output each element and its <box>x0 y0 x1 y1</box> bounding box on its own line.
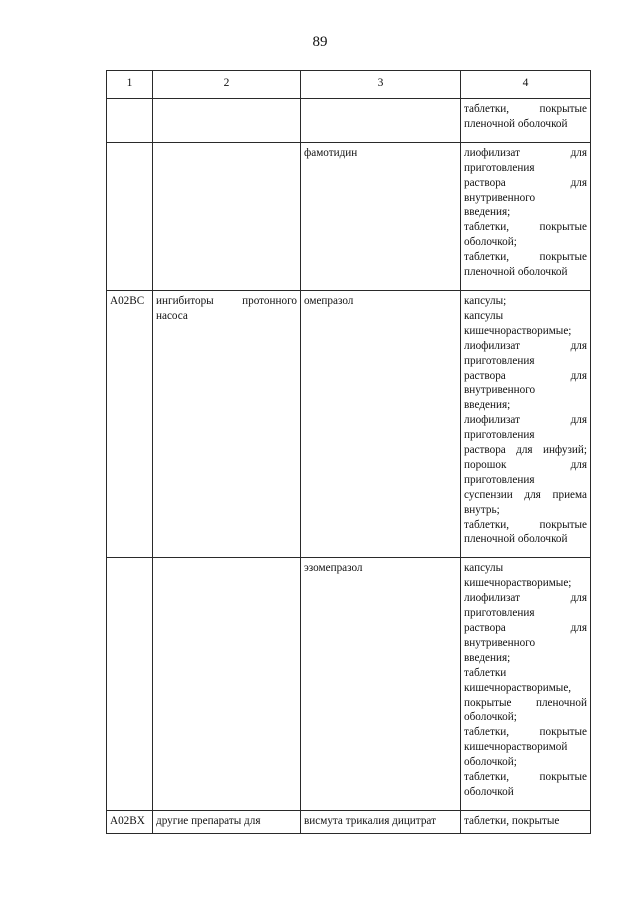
dosage-form-line: порошок для <box>464 458 587 471</box>
dosage-form-line: пленочной оболочкой <box>464 266 568 279</box>
header-row <box>107 71 591 99</box>
dosage-form-line: кишечнорастворимые, <box>464 681 572 694</box>
pharmacological-group-cell <box>153 558 301 811</box>
dosage-form-line: приготовления <box>464 473 535 486</box>
dosage-form-line: раствора для <box>464 369 587 382</box>
dosage-form-line: внутривенного <box>464 384 536 397</box>
dosage-form-line: суспензии для приема <box>464 488 587 501</box>
table-row <box>107 142 591 290</box>
header-col-2: 2 <box>153 71 301 99</box>
table-row <box>107 810 591 833</box>
dosage-form-line: таблетки, покрытые <box>464 814 560 827</box>
atc-code-cell: A02BX <box>107 810 153 833</box>
atc-code-cell <box>107 142 153 290</box>
dosage-form-line: таблетки, покрытые <box>464 251 587 264</box>
pharmacological-group-cell <box>153 99 301 143</box>
dosage-forms-cell <box>461 142 591 290</box>
drug-name-cell: эзомепразол <box>301 558 461 811</box>
header-col-1: 1 <box>107 71 153 99</box>
dosage-forms-cell <box>461 558 591 811</box>
dosage-form-line: раствора для <box>464 176 587 189</box>
dosage-form-line: введения; <box>464 206 511 219</box>
dosage-forms-cell <box>461 810 591 833</box>
dosage-form-line: таблетки, покрытые <box>464 726 587 739</box>
dosage-form-line: капсулы <box>464 562 504 575</box>
dosage-form-line: таблетки, покрытые <box>464 103 587 115</box>
dosage-form-line: оболочкой; <box>464 711 517 724</box>
pharmacological-group-cell <box>153 142 301 290</box>
table-row <box>107 290 591 557</box>
dosage-form-line: оболочкой; <box>464 756 517 769</box>
drug-name-cell: висмута трикалия дицитрат <box>301 810 461 833</box>
dosage-form-line: приготовления <box>464 161 535 174</box>
dosage-form-line: приготовления <box>464 354 535 367</box>
dosage-form-line: таблетки, покрытые <box>464 221 587 234</box>
dosage-form-line: приготовления <box>464 607 535 620</box>
atc-code-cell: A02BC <box>107 290 153 557</box>
drug-table <box>106 70 591 834</box>
dosage-forms-cell <box>461 99 591 143</box>
group-text-line: другие препараты для <box>156 814 261 827</box>
dosage-form-line: лиофилизат для <box>464 414 587 427</box>
dosage-form-line: кишечнорастворимые; <box>464 324 572 337</box>
dosage-form-line: лиофилизат для <box>464 592 587 605</box>
dosage-form-line: пленочной оболочкой <box>464 117 568 130</box>
drug-name-cell: омепразол <box>301 290 461 557</box>
dosage-form-line: введения; <box>464 651 511 664</box>
atc-code-cell <box>107 558 153 811</box>
atc-code-cell <box>107 99 153 143</box>
drug-name-cell: фамотидин <box>301 142 461 290</box>
dosage-form-line: капсулы; <box>464 294 507 307</box>
header-col-4: 4 <box>461 71 591 99</box>
dosage-form-line: пленочной оболочкой <box>464 533 568 546</box>
pharmacological-group-cell <box>153 290 301 557</box>
dosage-form-line: капсулы <box>464 309 504 322</box>
dosage-form-line: внутривенного <box>464 636 536 649</box>
dosage-form-line: кишечнорастворимой <box>464 741 568 754</box>
dosage-form-line: таблетки <box>464 666 507 679</box>
dosage-form-line: таблетки, покрытые <box>464 771 587 784</box>
dosage-form-line: введения; <box>464 399 511 412</box>
dosage-forms-cell <box>461 290 591 557</box>
dosage-form-line: покрытые пленочной <box>464 696 587 709</box>
dosage-form-line: внутривенного <box>464 191 536 204</box>
table-row <box>107 558 591 811</box>
dosage-form-line: оболочкой; <box>464 236 517 249</box>
dosage-form-line: таблетки, покрытые <box>464 518 587 531</box>
dosage-form-line: кишечнорастворимые; <box>464 577 572 590</box>
dosage-form-line: внутрь; <box>464 503 500 516</box>
table-row <box>107 99 591 143</box>
table-body <box>107 99 591 834</box>
pharmacological-group-cell <box>153 810 301 833</box>
dosage-form-line: лиофилизат для <box>464 146 587 159</box>
dosage-form-line: раствора для инфузий; <box>464 444 587 457</box>
group-text-line: ингибиторы протонного <box>156 294 297 307</box>
dosage-form-line: оболочкой <box>464 785 514 798</box>
drug-name-cell <box>301 99 461 143</box>
dosage-form-line: приготовления <box>464 429 535 442</box>
page-number: 89 <box>312 34 328 50</box>
group-text-line: насоса <box>156 309 188 322</box>
dosage-form-line: лиофилизат для <box>464 339 587 352</box>
dosage-form-line: раствора для <box>464 622 587 634</box>
header-col-3: 3 <box>301 71 461 99</box>
